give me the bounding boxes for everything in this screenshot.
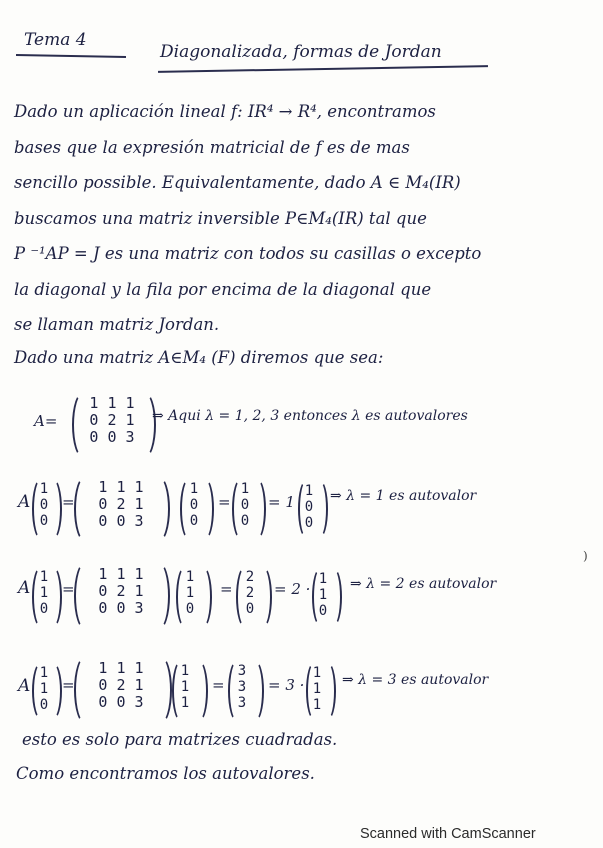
equals-sign: = — [62, 580, 75, 598]
eq1-lhs: A — [18, 492, 31, 512]
page-title: Diagonalizada, formas de Jordan — [160, 42, 442, 62]
matrix-row: 1 1 1 — [98, 565, 144, 583]
vector-entry: 1 — [39, 681, 49, 697]
matrix-a — [82, 395, 142, 446]
vector-entry: 0 — [240, 497, 250, 513]
vector-entry: 0 — [240, 513, 250, 529]
matrix-row: 0 0 3 — [98, 599, 144, 617]
vector-entry: 0 — [304, 515, 314, 531]
matrix-row: 0 2 1 — [98, 582, 144, 600]
right-paren — [44, 662, 62, 720]
vector-entry: 3 — [237, 695, 247, 711]
matrix-row: 0 2 1 — [98, 495, 144, 513]
eq3-note: ⇒ λ = 3 es autovalor — [342, 672, 489, 688]
right-paren — [254, 566, 272, 628]
vector-entry: 0 — [39, 513, 49, 529]
vector-entry: 2 — [245, 569, 255, 585]
vector-entry: 0 — [318, 603, 328, 619]
right-paren — [312, 480, 328, 538]
intro-paragraph — [14, 94, 481, 343]
right-paren — [320, 662, 336, 720]
vector-entry: 3 — [237, 679, 247, 695]
vector-entry: 1 — [39, 665, 49, 681]
equals-sign: = — [62, 676, 75, 694]
scanner-footer: Scanned with CamScanner — [360, 826, 536, 842]
scalar-factor: = 3 · — [268, 676, 305, 694]
vector-entry: 0 — [245, 601, 255, 617]
eq2-lhs: A — [18, 578, 31, 598]
matrix-a-prefix: A= — [34, 412, 58, 430]
eq3-lhs: A — [18, 676, 31, 696]
stray-mark: ) — [583, 549, 588, 563]
vector-entry: 0 — [189, 497, 199, 513]
matrix-row: 1 1 1 — [98, 659, 144, 677]
vector-entry: 1 — [185, 585, 195, 601]
matrix-row: 0 2 1 — [98, 676, 144, 694]
right-paren — [190, 660, 208, 722]
matrix-row: 0 0 3 — [89, 428, 135, 446]
closing-line: esto es solo para matrizes cuadradas. — [22, 730, 338, 749]
matrix-row: 0 0 3 — [98, 693, 144, 711]
right-paren — [194, 566, 212, 628]
vector-entry: 1 — [180, 679, 190, 695]
vector-entry: 0 — [39, 697, 49, 713]
title-underline — [158, 65, 488, 72]
matrix-row: 1 1 1 — [98, 478, 144, 496]
vector-entry: 3 — [237, 663, 247, 679]
vector-entry: 2 — [245, 585, 255, 601]
vector-entry: 1 — [180, 663, 190, 679]
intro-line: la diagonal y la fila por encima de la diagonal que — [14, 279, 432, 299]
right-paren — [248, 478, 266, 540]
vector-entry: 0 — [39, 601, 49, 617]
tema-label: Tema 4 — [24, 30, 87, 50]
eq1-matrix — [88, 479, 154, 530]
intro-line: bases que la expresión matricial de f es de mas — [14, 137, 410, 157]
eigenvalue-note: ⇒ Aqui λ = 1, 2, 3 entonces λ es autovalores — [152, 408, 468, 424]
vector-entry: 1 — [180, 695, 190, 711]
intro-line: Dado un aplicación lineal f: IR⁴ → R⁴, encontramos — [14, 102, 436, 121]
intro-line: sencillo possible. Equivalentamente, dado A ∈ M₄(IR) — [14, 173, 461, 192]
vector-entry: 1 — [312, 697, 322, 713]
eq3-matrix — [88, 660, 154, 711]
matrix-row: 1 1 1 — [89, 394, 135, 412]
right-paren — [148, 562, 170, 630]
intro-line: P ⁻¹AP = J es una matriz con todos su casillas o excepto — [14, 244, 482, 263]
vector-entry: 1 — [318, 587, 328, 603]
definition-sentence: Dado una matriz A∈M₄ (F) diremos que sea: — [14, 348, 384, 367]
vector-entry: 1 — [304, 483, 314, 499]
vector-entry: 1 — [185, 569, 195, 585]
tema-underline — [16, 54, 126, 58]
right-paren — [326, 568, 342, 626]
right-paren — [246, 660, 264, 722]
matrix-row: 0 2 1 — [89, 411, 135, 429]
right-paren — [44, 478, 62, 540]
eq2-note: ⇒ λ = 2 es autovalor — [350, 576, 497, 592]
vector-entry: 1 — [318, 571, 328, 587]
eq2-matrix — [88, 566, 154, 617]
equals-sign: = — [212, 676, 225, 694]
vector-entry: 0 — [304, 499, 314, 515]
vector-entry: 0 — [189, 513, 199, 529]
intro-line: buscamos una matriz inversible P∈M₄(IR) tal que — [14, 208, 427, 228]
right-paren — [44, 566, 62, 628]
vector-entry: 1 — [312, 681, 322, 697]
vector-entry: 1 — [39, 585, 49, 601]
intro-line: se llaman matriz Jordan. — [14, 315, 220, 334]
right-paren — [196, 478, 214, 540]
right-paren — [148, 476, 170, 542]
equals-sign: = — [220, 580, 233, 598]
scalar-factor: = 2 · — [274, 580, 311, 598]
vector-entry: 1 — [39, 481, 49, 497]
right-paren — [150, 656, 172, 724]
vector-entry: 0 — [39, 497, 49, 513]
vector-entry: 1 — [189, 481, 199, 497]
scalar-factor: = 1 — [268, 493, 295, 511]
vector-entry: 1 — [312, 665, 322, 681]
equals-sign: = — [218, 493, 231, 511]
eq1-note: ⇒ λ = 1 es autovalor — [330, 488, 477, 504]
vector-entry: 0 — [185, 601, 195, 617]
closing-line: Como encontramos los autovalores. — [16, 764, 315, 783]
equals-sign: = — [62, 493, 75, 511]
vector-entry: 1 — [39, 569, 49, 585]
right-paren — [134, 392, 156, 458]
vector-entry: 1 — [240, 481, 250, 497]
matrix-row: 0 0 3 — [98, 512, 144, 530]
